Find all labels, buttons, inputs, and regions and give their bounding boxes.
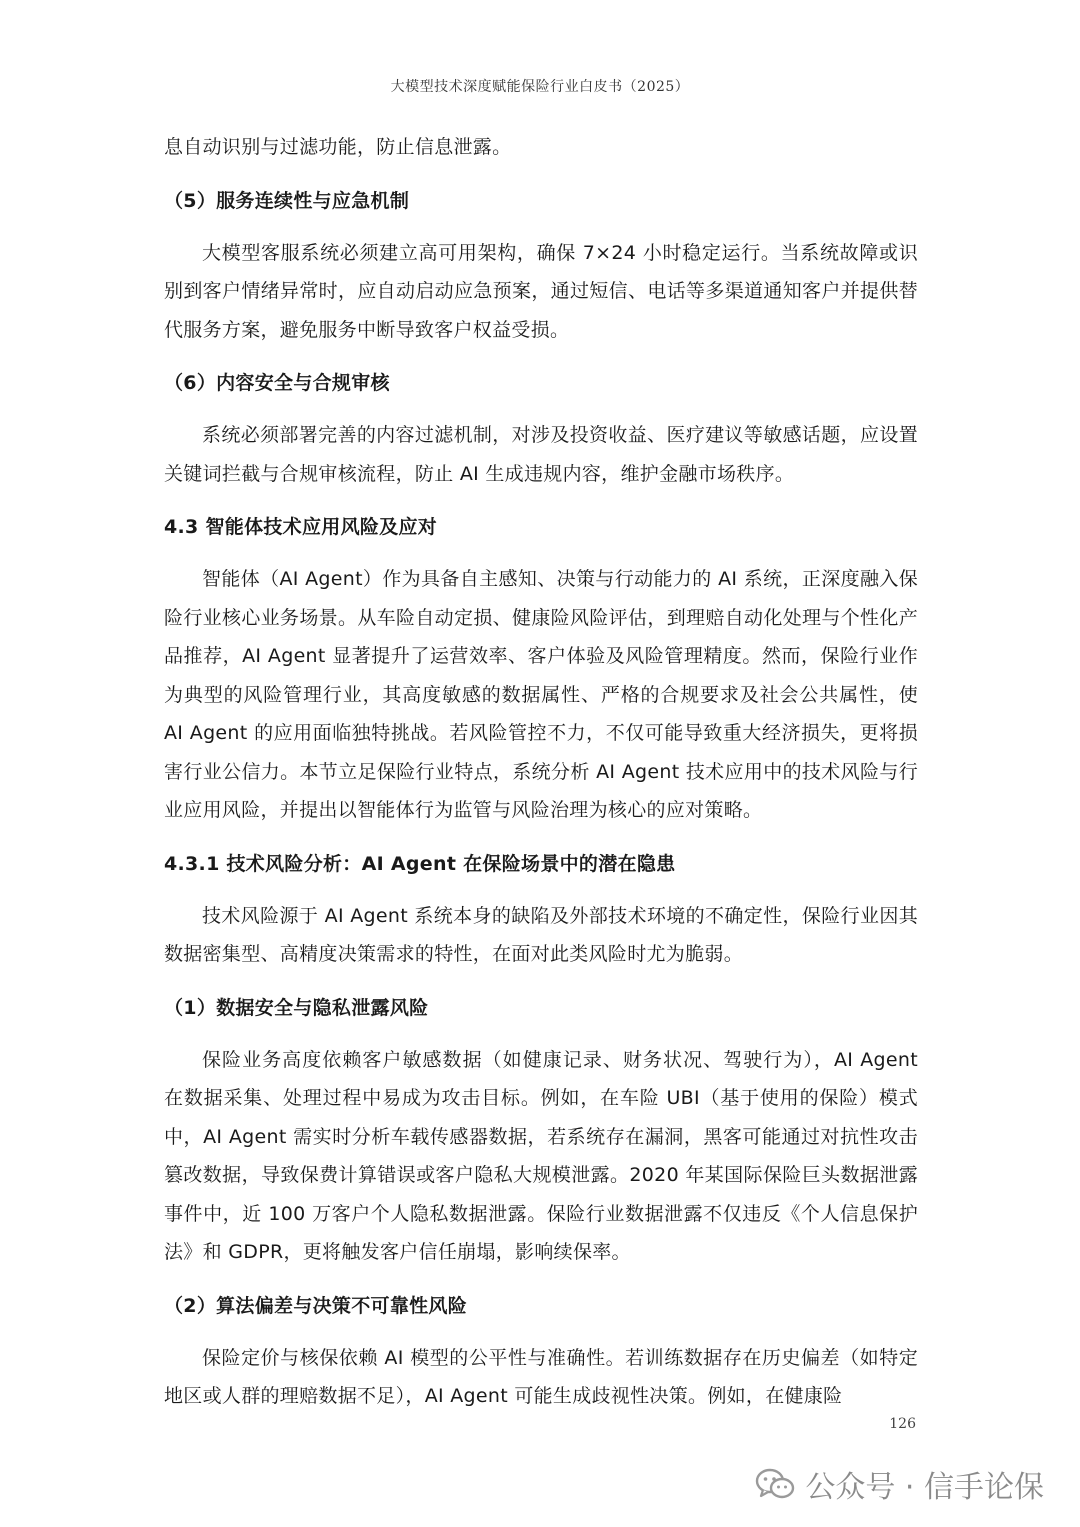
wechat-icon xyxy=(755,1468,795,1500)
document-body xyxy=(164,128,918,1431)
paragraph: 智能体（AI Agent）作为具备自主感知、决策与行动能力的 AI 系统，正深度融入保险行业核心业务场景。从车险自动定损、健康险风险评估，到理赔自动化处理与个性化产品推荐，AI Agent 显著提升了运营效率、客户体验及风险管理精度。然而，保险行业作为典型的风险管理行业，其高度敏感的数据属性、严格的合规要求及社会公共属性，使 AI Agent 的应用面临独特挑战。若风险管控不力，不仅可能导致重大经济损失，更将损害行业公信力。本节立足保险行业特点，系统分析 AI Agent 技术应用中的技术风险与行业应用风险，并提出以智能体行为监管与风险治理为核心的应对策略。 xyxy=(164,568,918,821)
paragraph: 系统必须部署完善的内容过滤机制，对涉及投资收益、医疗建议等敏感话题，应设置关键词拦截与合规审核流程，防止 AI 生成违规内容，维护金融市场秩序。 xyxy=(164,424,918,485)
paragraph: 保险定价与核保依赖 AI 模型的公平性与准确性。若训练数据存在历史偏差（如特定地区或人群的理赔数据不足），AI Agent 可能生成歧视性决策。例如，在健康险 xyxy=(164,1346,918,1407)
paragraph: 息自动识别与过滤功能，防止信息泄露。 xyxy=(164,136,512,158)
watermark-text: 公众号 · 信手论保 xyxy=(805,1470,1044,1505)
watermark xyxy=(755,1462,1044,1506)
page-number: 126 xyxy=(889,1416,916,1432)
paragraph: 大模型客服系统必须建立高可用架构，确保 7×24 小时稳定运行。当系统故障或识别到客户情绪异常时，应自动启动应急预案，通过短信、电话等多渠道通知客户并提供替代服务方案，避免服务中断导致客户权益受损。 xyxy=(164,241,918,341)
section-heading: （2）算法偏差与决策不可靠性风险 xyxy=(164,1294,468,1317)
section-heading: 4.3 智能体技术应用风险及应对 xyxy=(164,516,438,538)
paragraph: 保险业务高度依赖客户敏感数据（如健康记录、财务状况、驾驶行为），AI Agent 在数据采集、处理过程中易成为攻击目标。例如，在车险 UBI（基于使用的保险）模式中，AI Agent 需实时分析车载传感器数据，若系统存在漏洞，黑客可能通过对抗性攻击篡改数据，导致保费计算错误或客户隐私大规模泄露。2020 年某国际保险巨头数据泄露事件中，近 100 万客户个人隐私数据泄露。保险行业数据泄露不仅违反《个人信息保护法》和 GDPR，更将触发客户信任崩塌，影响续保率。 xyxy=(164,1048,918,1263)
running-header: 大模型技术深度赋能保险行业白皮书（2025） xyxy=(390,79,690,95)
section-heading: （1）数据安全与隐私泄露风险 xyxy=(164,996,429,1019)
section-heading: 4.3.1 技术风险分析：AI Agent 在保险场景中的潜在隐患 xyxy=(164,852,676,875)
section-heading: （6）内容安全与合规审核 xyxy=(164,372,390,394)
section-heading: （5）服务连续性与应急机制 xyxy=(164,189,410,212)
paragraph: 技术风险源于 AI Agent 系统本身的缺陷及外部技术环境的不确定性，保险行业因其数据密集型、高精度决策需求的特性，在面对此类风险时尤为脆弱。 xyxy=(164,904,918,965)
